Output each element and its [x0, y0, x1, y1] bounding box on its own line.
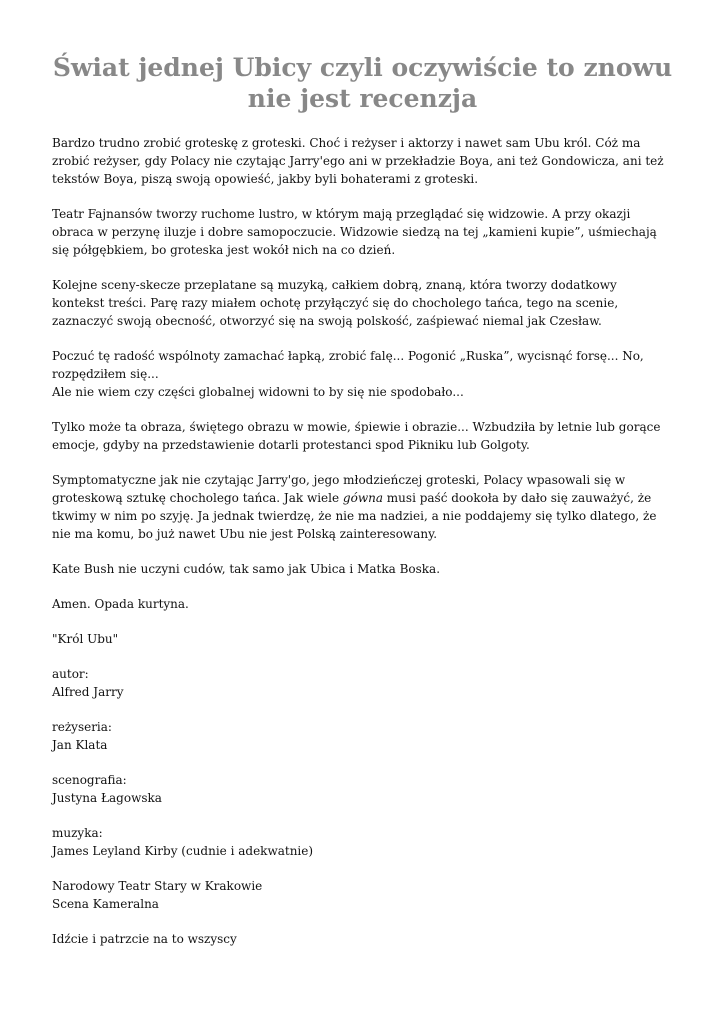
paragraph-6	[52, 471, 673, 543]
paragraph-4a: Poczuć tę radość wspólnoty zamachać łapką, zrobić falę... Pogonić „Ruska”, wycisnąć forsę... No, rozpędziłem się...	[52, 349, 644, 381]
paragraph-1: Bardzo trudno zrobić groteskę z groteski. Choć i reżyser i aktorzy i nawet sam Ubu król. Cóż ma zrobić reżyser, gdy Polacy nie czytając Jarry'ego ani w przekładzie Boya, ani też Gondowicza, ani też tekstów Boya, piszą swoją opowieść, jakby byli bohaterami z groteski.	[52, 136, 664, 186]
set-design-label: scenografia:	[52, 773, 127, 787]
closing-line: Idźcie i patrzcie na to wszyscy	[52, 932, 237, 946]
director-name: Jan Klata	[52, 738, 108, 752]
music-credit: James Leyland Kirby (cudnie i adekwatnie)	[52, 844, 314, 858]
paragraph-3: Kolejne sceny-skecze przeplatane są muzyką, całkiem dobrą, znaną, która tworzy dodatkowy kontekst treści. Parę razy miałem ochotę przyłączyć się do chocholego tańca, tego na scenie, zaznaczyć swoją obecność, otworzyć się na swoją polskość, zaśpiewać niemal jak Czesław.	[52, 278, 619, 328]
paragraph-6-emphasis: gówna	[342, 491, 383, 505]
paragraph-7: Kate Bush nie uczyni cudów, tak samo jak Ubica i Matka Boska.	[52, 562, 441, 576]
theatre-name: Narodowy Teatr Stary w Krakowie	[52, 879, 263, 893]
paragraph-5: Tylko może ta obraza, świętego obrazu w mowie, śpiewie i obrazie... Wzbudziła by letnie lub gorące emocje, gdyby na przedstawienie dotarli protestanci spod Pikniku lub Golgoty.	[52, 420, 661, 452]
set-designer-name: Justyna Łagowska	[52, 791, 162, 805]
article-title: Świat jednej Ubicy czyli oczywiście to znowu nie jest recenzja	[52, 53, 673, 113]
author-label: autor:	[52, 667, 89, 681]
author-name: Alfred Jarry	[52, 685, 124, 699]
paragraph-2: Teatr Fajnansów tworzy ruchome lustro, w którym mają przeglądać się widzowie. A przy okazji obraca w perzynę iluzje i dobre samopoczucie. Widzowie siedzą na tej „kamieni kupie”, uśmiechają się półgębkiem, bo groteska jest wokół nich na co dzień.	[52, 207, 657, 257]
paragraph-4b: Ale nie wiem czy części globalnej widowni to by się nie spodobało...	[52, 385, 464, 399]
article-body	[52, 134, 673, 965]
paragraph-6-part-a: Symptomatyczne jak nie czytając Jarry'go, jego młodzieńczej groteski, Polacy wpasowali się w groteskową sztukę chocholego tańca. Jak wiele	[52, 473, 626, 505]
director-label: reżyseria:	[52, 720, 112, 734]
music-label: muzyka:	[52, 826, 103, 840]
paragraph-6-part-b: musi paść dookoła by dało się zauważyć, że tkwimy w nim po szyję. Ja jednak twierdzę, że nie ma nadziei, a nie poddajemy się tylko dlatego, że nie ma komu, bo już nawet Ubu nie jest Polską zainteresowany.	[52, 491, 657, 541]
stage-name: Scena Kameralna	[52, 897, 159, 911]
play-title: "Król Ubu"	[52, 632, 119, 646]
paragraph-8: Amen. Opada kurtyna.	[52, 597, 189, 611]
